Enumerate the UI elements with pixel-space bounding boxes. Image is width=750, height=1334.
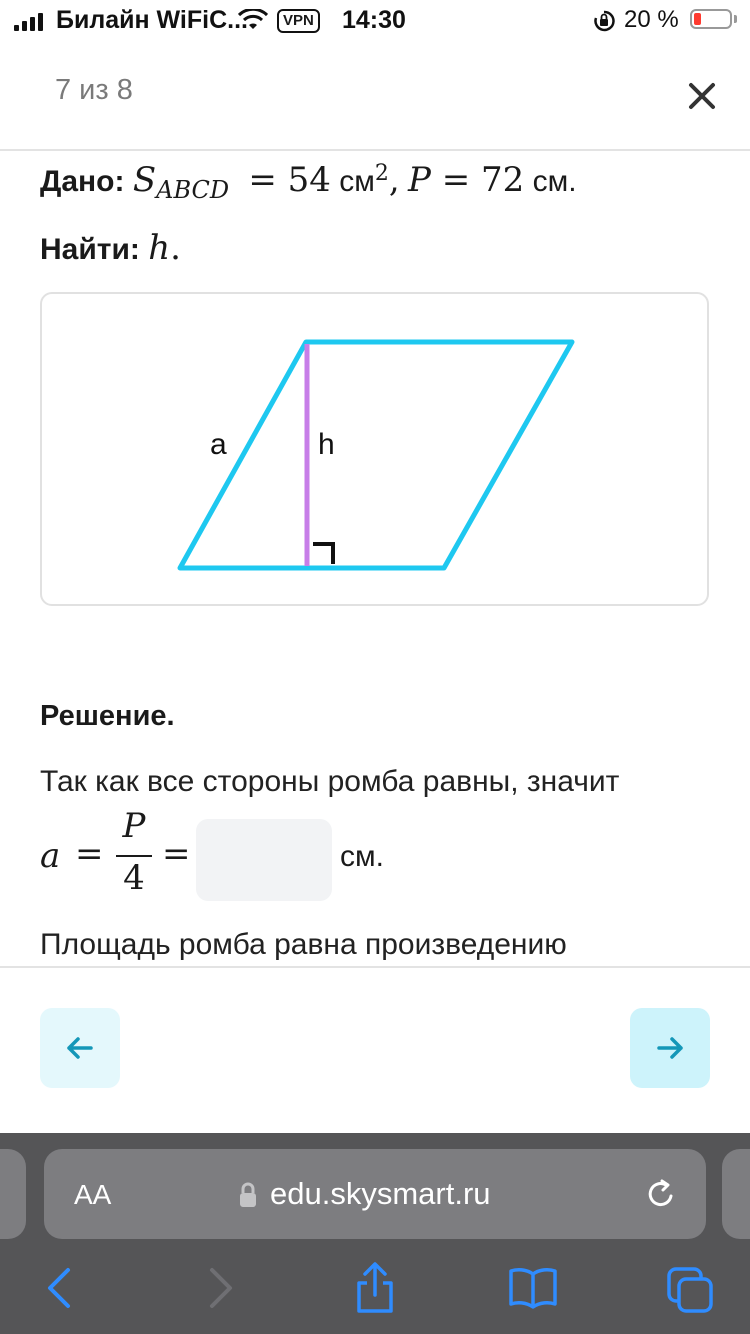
answer-input[interactable]	[196, 819, 332, 901]
battery-level	[694, 13, 701, 25]
divider	[0, 966, 750, 968]
reload-icon[interactable]	[644, 1177, 678, 1211]
given-label: Дано:	[40, 165, 125, 198]
fraction-denominator: 4	[123, 858, 145, 898]
url-text: edu.skysmart.ru	[270, 1176, 491, 1211]
answer-unit: см.	[340, 840, 384, 873]
task-progress: 7 из 8	[55, 74, 133, 106]
rhombus-figure	[42, 294, 711, 608]
orientation-lock-icon	[593, 10, 615, 32]
height-label-h: h	[318, 428, 335, 461]
status-bar	[0, 0, 750, 42]
status-time: 14:30	[342, 6, 406, 34]
perimeter-symbol: P	[408, 160, 431, 200]
solution-title: Решение.	[40, 700, 175, 732]
battery-tip	[734, 15, 737, 23]
given-line: Дано: $S_{ABCD} = 54$ $см^2$, P = 72 см.	[40, 160, 577, 204]
solution-text-1: Так как все стороны ромба равны, значит	[40, 765, 620, 798]
share-icon[interactable]	[354, 1261, 396, 1315]
rhombus-diagram	[40, 292, 709, 606]
rhombus-shape	[180, 342, 572, 568]
bookmarks-icon[interactable]	[508, 1266, 558, 1310]
perimeter-unit: см.	[532, 165, 577, 198]
close-icon[interactable]	[686, 80, 718, 112]
perimeter-value: 72	[481, 160, 525, 200]
next-tab-preview[interactable]	[722, 1149, 750, 1239]
forward-icon[interactable]	[204, 1266, 238, 1310]
cellular-signal-icon	[14, 13, 46, 31]
battery-percent: 20 %	[624, 6, 679, 33]
find-line	[40, 228, 181, 268]
wifi-icon	[238, 9, 268, 31]
fraction-numerator: P	[122, 806, 146, 846]
area-value: 54	[287, 160, 331, 200]
find-symbol: h	[148, 228, 171, 268]
browser-chrome	[0, 1133, 750, 1334]
right-angle-mark	[313, 544, 333, 564]
formula-eq-2: =	[162, 834, 191, 874]
previous-button[interactable]	[40, 1008, 120, 1088]
text-size-label: AA	[74, 1179, 112, 1210]
previous-tab-preview[interactable]	[0, 1149, 26, 1239]
text-size-button[interactable]	[74, 1179, 111, 1211]
lock-icon	[238, 1182, 258, 1208]
tabs-icon[interactable]	[666, 1266, 714, 1314]
find-label: Найти:	[40, 233, 140, 266]
task-header	[0, 42, 750, 151]
formula-eq-1: =	[75, 834, 104, 874]
fraction-bar	[116, 855, 152, 857]
formula-var: a	[40, 836, 61, 876]
side-label-a: a	[210, 428, 227, 461]
address-bar[interactable]	[44, 1149, 706, 1239]
vpn-badge: VPN	[277, 9, 320, 33]
arrow-left-icon	[64, 1032, 96, 1064]
area-subscript: ABCD	[156, 176, 230, 204]
area-power: 2	[374, 161, 389, 186]
arrow-right-icon	[654, 1032, 686, 1064]
back-icon[interactable]	[42, 1266, 76, 1310]
area-symbol: S	[132, 160, 157, 200]
find-dot: .	[170, 228, 181, 268]
area-unit: см	[339, 165, 375, 198]
solution-text-2: Площадь ромба равна произведению	[40, 928, 567, 961]
carrier-name: Билайн WiFiC...	[56, 6, 248, 34]
battery-icon	[690, 9, 732, 29]
next-button[interactable]	[630, 1008, 710, 1088]
